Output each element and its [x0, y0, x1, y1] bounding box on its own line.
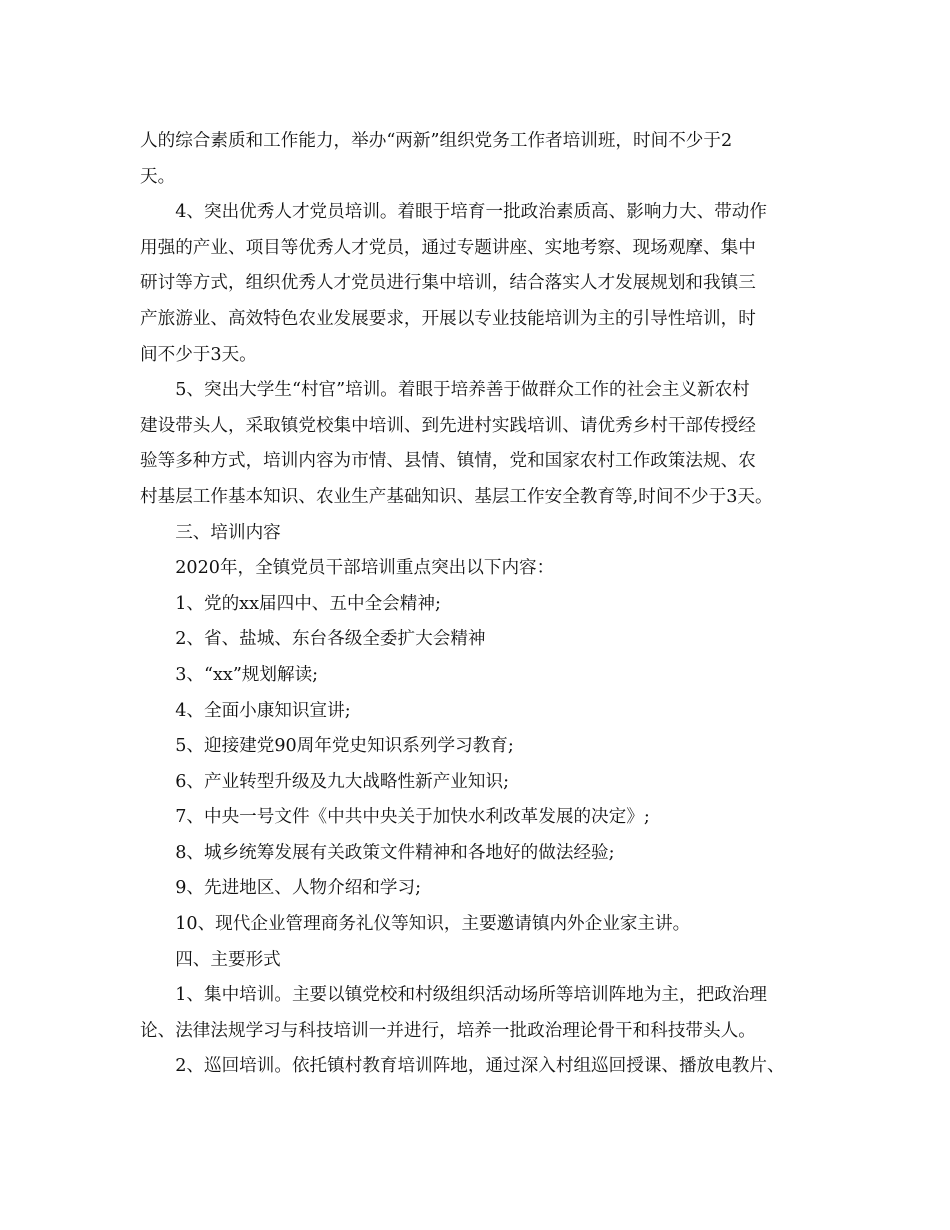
- text-line: 村基层工作基本知识、农业生产基础知识、基层工作安全教育等,时间不少于3天。: [140, 486, 773, 507]
- text-line: 间不少于3天。: [140, 344, 257, 365]
- text-line: 天。: [140, 166, 176, 187]
- text-line: 研讨等方式，组织优秀人才党员进行集中培训，结合落实人才发展规划和我镇三: [140, 273, 756, 294]
- text-line: 1、集中培训。主要以镇党校和村级组织活动场所等培训阵地为主，把政治理: [175, 985, 767, 1006]
- text-line: 三、培训内容: [175, 522, 281, 543]
- text-line: 5、突出大学生“村官”培训。着眼于培养善于做群众工作的社会主义新农村: [175, 380, 750, 401]
- paragraph-item-7: [140, 800, 820, 836]
- text-line: 6、产业转型升级及九大战略性新产业知识;: [175, 771, 509, 792]
- text-line: 4、全面小康知识宣讲;: [175, 700, 351, 721]
- paragraph-item-4: [140, 694, 820, 730]
- paragraph-h-3: [140, 516, 820, 552]
- text-line: 2、省、盐城、东台各级全委扩大会精神: [175, 629, 486, 650]
- paragraph-item-8: [140, 836, 820, 872]
- text-line: 论、法律法规学习与科技培训一并进行，培养一批政治理论骨干和科技带头人。: [140, 1020, 756, 1041]
- text-line: 验等多种方式，培训内容为市情、县情、镇情，党和国家农村工作政策法规、农: [140, 451, 756, 472]
- text-line: 4、突出优秀人才党员培训。着眼于培育一批政治素质高、影响力大、带动作: [175, 202, 767, 223]
- paragraph-item-3: [140, 658, 820, 694]
- paragraph-item-5: [140, 729, 820, 765]
- paragraph-item-9: [140, 871, 820, 907]
- paragraph-form-2: [140, 1049, 820, 1085]
- text-line: 四、主要形式: [175, 949, 281, 970]
- paragraph-form-1: [140, 978, 820, 1049]
- text-line: 2、巡回培训。依托镇村教育培训阵地，通过深入村组巡回授课、播放电教片、: [175, 1056, 785, 1077]
- text-line: 9、先进地区、人物介绍和学习;: [175, 878, 422, 899]
- text-line: 1、党的xx届四中、五中全会精神;: [175, 593, 441, 614]
- document-body: [140, 124, 820, 1085]
- paragraph-item-1: [140, 587, 820, 623]
- paragraph-item-2: [140, 622, 820, 658]
- paragraph-item-6: [140, 765, 820, 801]
- paragraph-p-2020: [140, 551, 820, 587]
- text-line: 建设带头人，采取镇党校集中培训、到先进村实践培训、请优秀乡村干部传授经: [140, 415, 756, 436]
- text-line: 7、中央一号文件《中共中央关于加快水利改革发展的决定》;: [175, 807, 650, 828]
- text-line: 8、城乡统筹发展有关政策文件精神和各地好的做法经验;: [175, 842, 615, 863]
- text-line: 5、迎接建党90周年党史知识系列学习教育;: [175, 736, 514, 757]
- text-line: 3、“xx”规划解读;: [175, 664, 319, 685]
- text-line: 10、现代企业管理商务礼仪等知识，主要邀请镇内外企业家主讲。: [175, 914, 691, 935]
- text-line: 产旅游业、高效特色农业发展要求，开展以专业技能培训为主的引导性培训，时: [140, 308, 756, 329]
- paragraph-h-4: [140, 943, 820, 979]
- paragraph-p-4: [140, 195, 820, 373]
- text-line: 人的综合素质和工作能力，举办“两新”组织党务工作者培训班，时间不少于2: [140, 131, 733, 151]
- paragraph-item-10: [140, 907, 820, 943]
- paragraph-p-continued: [140, 124, 820, 195]
- text-line: 2020年，全镇党员干部培训重点突出以下内容：: [175, 558, 555, 579]
- paragraph-p-5: [140, 373, 820, 515]
- text-line: 用强的产业、项目等优秀人才党员，通过专题讲座、实地考察、现场观摩、集中: [140, 237, 756, 258]
